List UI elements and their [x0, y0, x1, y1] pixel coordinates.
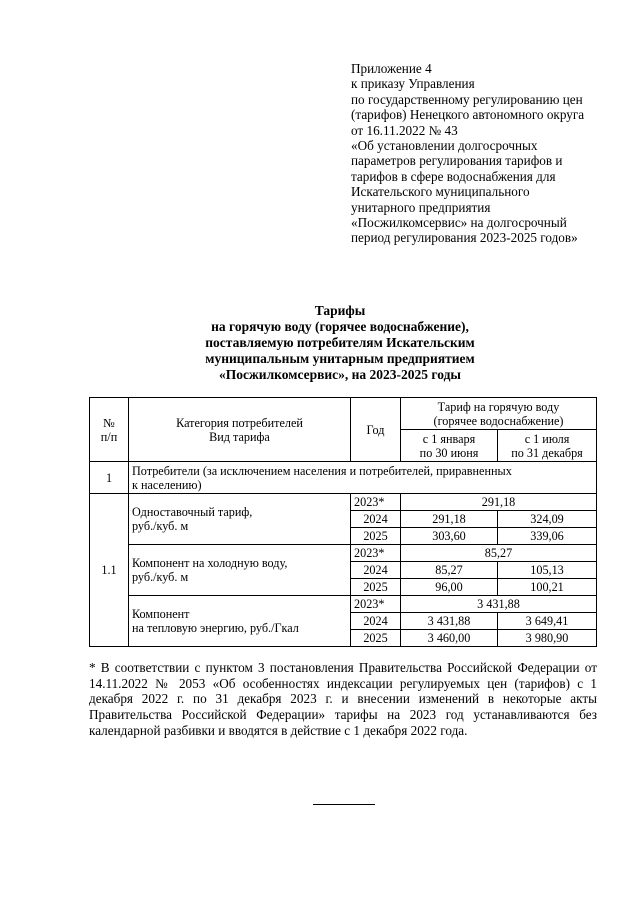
appendix-line: унитарного предприятия	[351, 199, 491, 215]
year-cell: 2025	[351, 528, 401, 545]
tariff-type: Компонент на тепловую энергию, руб./Гкал	[129, 596, 351, 647]
tariff-value: 3 649,41	[498, 613, 597, 630]
header-number: № п/п	[90, 398, 129, 462]
appendix-line: параметров регулирования тарифов и	[351, 153, 563, 169]
row-number: 1.1	[90, 494, 129, 647]
tariff-value: 105,13	[498, 562, 597, 579]
year-cell: 2023*	[351, 494, 401, 511]
appendix-line: от 16.11.2022 № 43	[351, 122, 458, 138]
appendix-line: «Об установлении долгосрочных	[351, 138, 538, 154]
tariff-value: 3 460,00	[401, 630, 498, 647]
appendix-header	[351, 61, 584, 246]
year-cell: 2024	[351, 613, 401, 630]
title-line: Тарифы	[314, 303, 366, 318]
appendix-line: по государственному регулированию цен	[351, 91, 583, 107]
year-cell: 2023*	[351, 596, 401, 613]
tariff-table	[89, 397, 597, 647]
tariff-value: 3 980,90	[498, 630, 597, 647]
table-row	[90, 596, 597, 613]
separator-line	[313, 804, 375, 805]
tariff-type: Одноставочный тариф, руб./куб. м	[129, 494, 351, 545]
title-line: на горячую воду (горячее водоснабжение),	[211, 319, 469, 334]
header-category: Категория потребителей Вид тарифа	[129, 398, 351, 462]
row-number: 1	[90, 462, 129, 494]
footnote: * В соответствии с пунктом 3 постановления Правительства Российской Федерации от 14.11.2022 № 2053 «Об особенностях индексации регулируемых цен (тарифов) с 1 декабря 2022 г. по 31 декабря 2023 г. и внесении изменений в некоторые акты Правительства Российской Федерации» тарифы на 2023 год устанавливаются без календарной разбивки и вводятся в действие с 1 декабря 2022 года.	[89, 660, 597, 738]
title-line: «Посжилкомсервис», на 2023-2025 годы	[219, 367, 461, 382]
tariff-value: 96,00	[401, 579, 498, 596]
header-period-2: с 1 июля по 31 декабря	[498, 430, 597, 462]
tariff-value: 303,60	[401, 528, 498, 545]
title-line: поставляемую потребителям Искательским	[205, 335, 475, 350]
header-tariff: Тариф на горячую воду (горячее водоснабжение)	[401, 398, 597, 430]
appendix-line: период регулирования 2023-2025 годов»	[351, 230, 578, 246]
appendix-line: тарифов в сфере водоснабжения для	[351, 168, 556, 184]
tariff-value: 3 431,88	[401, 596, 597, 613]
tariff-value: 291,18	[401, 511, 498, 528]
year-cell: 2025	[351, 630, 401, 647]
tariff-value: 85,27	[401, 562, 498, 579]
tariff-type: Компонент на холодную воду, руб./куб. м	[129, 545, 351, 596]
table-row	[90, 545, 597, 562]
table-row	[90, 494, 597, 511]
appendix-line: Приложение 4	[351, 61, 432, 76]
tariff-value: 291,18	[401, 494, 597, 511]
header-year: Год	[351, 398, 401, 462]
consumer-category: Потребители (за исключением населения и потребителей, приравненных к населению)	[129, 462, 597, 494]
appendix-line: «Посжилкомсервис» на долгосрочный	[351, 215, 567, 231]
tariff-value: 339,06	[498, 528, 597, 545]
year-cell: 2024	[351, 511, 401, 528]
table-header-row	[90, 398, 597, 430]
tariff-value: 324,09	[498, 511, 597, 528]
year-cell: 2023*	[351, 545, 401, 562]
tariff-value: 3 431,88	[401, 613, 498, 630]
header-period-1: с 1 января по 30 июня	[401, 430, 498, 462]
document-title	[130, 303, 550, 383]
tariff-value: 85,27	[401, 545, 597, 562]
appendix-line: Искательского муниципального	[351, 184, 530, 200]
appendix-line: к приказу Управления	[351, 76, 475, 92]
tariff-value: 100,21	[498, 579, 597, 596]
appendix-line: (тарифов) Ненецкого автономного округа	[351, 107, 585, 123]
year-cell: 2025	[351, 579, 401, 596]
title-line: муниципальным унитарным предприятием	[205, 351, 475, 366]
year-cell: 2024	[351, 562, 401, 579]
table-row	[90, 462, 597, 494]
